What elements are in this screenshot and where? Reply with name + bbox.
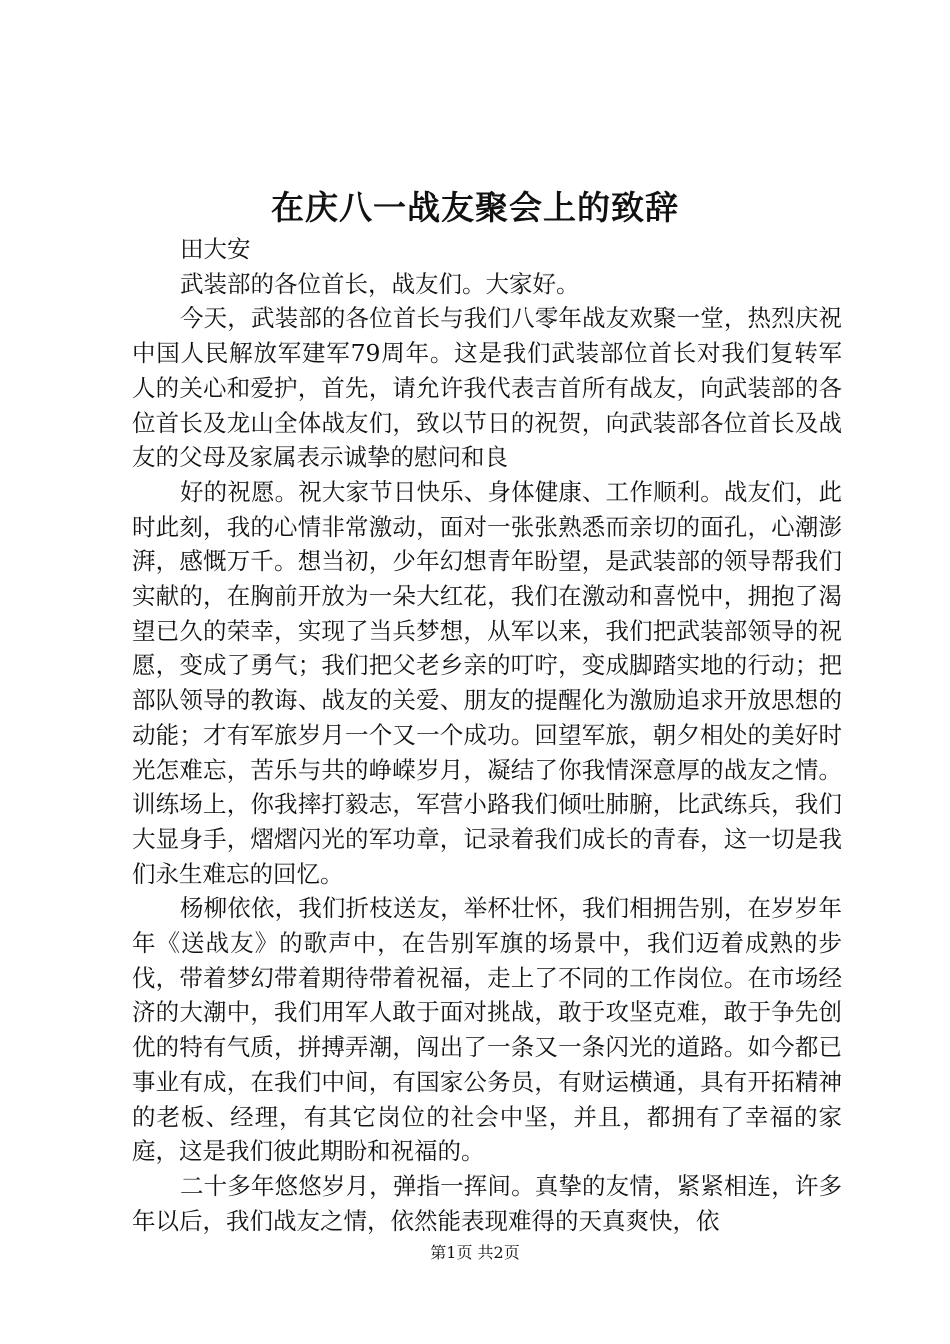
author-line: 田大安 [180,235,251,263]
paragraph-greeting: 武装部的各位首长，战友们。大家好。 [180,269,580,298]
paragraph-years: 二十多年悠悠岁月，弹指一挥间。真挚的友情，紧紧相连，许多年以后，我们战友之情，依然能表现难得的天真爽快，依 [132,1171,842,1235]
paragraph-farewell: 杨柳依依，我们折枝送友，举杯壮怀，我们相拥告别，在岁岁年年《送战友》的歌声中，在告别军旗的场景中，我们迈着成熟的步伐，带着梦幻带着期待带着祝福，走上了不同的工作岗位。在市场经济的大潮中，我们用军人敢于面对挑战，敢于攻坚克难，敢于争先创优的特有气质，拼搏弄潮，闯出了一条又一条闪光的道路。如今都已事业有成，在我们中间，有国家公务员，有财运横通，具有开拓精神的老板、经理，有其它岗位的社会中坚，并且，都拥有了幸福的家庭，这是我们彼此期盼和祝福的。 [132,894,842,1166]
document-title: 在庆八一战友聚会上的致辞 [271,188,679,227]
document-body [132,232,842,1238]
paragraph-memories: 好的祝愿。祝大家节日快乐、身体健康、工作顺利。战友们，此时此刻，我的心情非常激动，面对一张张熟悉而亲切的面孔，心潮澎湃，感慨万千。想当初，少年幻想青年盼望，是武装部的领导帮我们实献的，在胸前开放为一朵大红花，我们在激动和喜悦中，拥抱了渴望已久的荣幸，实现了当兵梦想，从军以来，我们把武装部领导的祝愿，变成了勇气；我们把父老乡亲的叮咛，变成脚踏实地的行动；把部队领导的教诲、战友的关爱、朋友的提醒化为激励追求开放思想的动能；才有军旅岁月一个又一个成功。回望军旅，朝夕相处的美好时光怎难忘，苦乐与共的峥嵘岁月，凝结了你我情深意厚的战友之情。训练场上，你我摔打毅志，军营小路我们倾吐肺腑，比武练兵，我们大显身手，熠熠闪光的军功章，记录着我们成长的青春，这一切是我们永生难忘的回忆。 [132,477,842,888]
paragraph-opening: 今天，武装部的各位首长与我们八零年战友欢聚一堂，热烈庆祝中国人民解放军建军79周年。这是我们武装部位首长对我们复转军人的关心和爱护，首先，请允许我代表吉首所有战友，向武装部的各位首长及龙山全体战友们，致以节日的祝贺，向武装部各位首长及战友的父母及家属表示诚挚的慰问和良 [132,304,842,472]
page-footer: 第1页 共2页 [430,1243,520,1262]
